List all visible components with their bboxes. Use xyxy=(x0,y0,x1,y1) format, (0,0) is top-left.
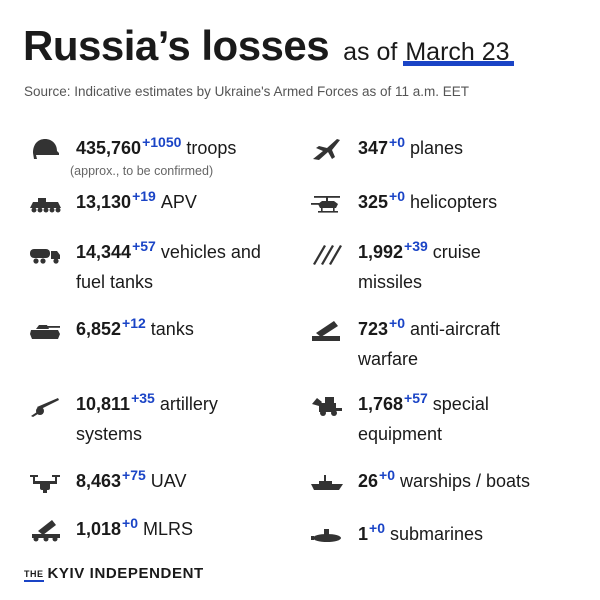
brand-the: THE xyxy=(24,569,44,582)
troops-label: troops xyxy=(186,138,237,158)
item-anti-aircraft xyxy=(310,315,500,374)
planes-value: 347 xyxy=(358,138,389,158)
mlrs-delta: +0 xyxy=(122,515,139,531)
special-equipment-label-line2: equipment xyxy=(358,424,443,444)
page-title: Russia’s losses xyxy=(23,22,330,69)
warships-label: warships / boats xyxy=(400,471,531,491)
artillery-delta: +35 xyxy=(131,390,155,406)
vehicles-label-line2: fuel tanks xyxy=(76,272,154,292)
title-date: March 23 xyxy=(405,38,510,66)
uav-value: 8,463 xyxy=(76,471,122,491)
apv-value: 13,130 xyxy=(76,192,132,212)
planes-delta: +0 xyxy=(389,134,406,150)
mlrs-label: MLRS xyxy=(143,519,194,539)
helicopter-icon xyxy=(310,190,344,216)
warship-icon xyxy=(310,469,344,495)
anti-aircraft-label: anti-aircraft xyxy=(410,319,501,339)
planes-label: planes xyxy=(410,138,464,158)
item-artillery xyxy=(28,390,218,449)
special-equipment-delta: +57 xyxy=(404,390,428,406)
title-row xyxy=(23,22,510,70)
vehicles-value: 14,344 xyxy=(76,242,132,262)
item-tanks xyxy=(28,315,194,345)
mlrs-value: 1,018 xyxy=(76,519,122,539)
warships-value: 26 xyxy=(358,471,379,491)
helicopters-value: 325 xyxy=(358,192,389,212)
item-planes xyxy=(310,134,463,164)
cruise-missiles-label-line2: missiles xyxy=(358,272,423,292)
artillery-value: 10,811 xyxy=(76,394,131,414)
submarines-value: 1 xyxy=(358,524,369,544)
cruise-missiles-delta: +39 xyxy=(404,238,428,254)
item-vehicles xyxy=(28,238,261,297)
fuel-truck-icon xyxy=(28,240,62,266)
tanks-value: 6,852 xyxy=(76,319,122,339)
title-as-of: as of xyxy=(343,38,398,66)
troops-delta: +1050 xyxy=(142,134,182,150)
source-note: Source: Indicative estimates by Ukraine's Armed Forces as of 11 a.m. EET xyxy=(24,84,470,99)
tanks-delta: +12 xyxy=(122,315,146,331)
submarines-label: submarines xyxy=(389,524,484,544)
mlrs-icon xyxy=(28,517,62,543)
artillery-icon xyxy=(28,392,62,418)
item-mlrs xyxy=(28,515,193,545)
helmet-icon xyxy=(28,136,62,162)
special-equipment-label: special xyxy=(432,394,489,414)
tank-icon xyxy=(28,317,62,343)
plane-icon xyxy=(310,136,344,162)
helicopters-delta: +0 xyxy=(389,188,406,204)
artillery-label: artillery xyxy=(159,394,218,414)
anti-aircraft-value: 723 xyxy=(358,319,389,339)
anti-aircraft-label-line2: warfare xyxy=(358,349,419,369)
uav-delta: +75 xyxy=(122,467,146,483)
submarine-icon xyxy=(310,522,344,548)
apv-icon xyxy=(28,190,62,216)
anti-aircraft-delta: +0 xyxy=(389,315,406,331)
item-apv xyxy=(28,188,197,218)
warships-delta: +0 xyxy=(379,467,395,483)
helicopters-label: helicopters xyxy=(410,192,498,212)
apv-delta: +19 xyxy=(132,188,156,204)
item-troops xyxy=(28,134,236,178)
submarines-delta: +0 xyxy=(369,520,385,536)
vehicles-delta: +57 xyxy=(132,238,156,254)
item-helicopters xyxy=(310,188,497,218)
troops-note: (approx., to be confirmed) xyxy=(70,164,214,178)
vehicles-label: vehicles and xyxy=(160,242,261,262)
item-submarines xyxy=(310,520,483,550)
item-warships xyxy=(310,467,530,497)
missiles-icon xyxy=(310,240,344,266)
troops-value: 435,760 xyxy=(76,138,142,158)
cruise-missiles-value: 1,992 xyxy=(358,242,404,262)
tanks-label: tanks xyxy=(150,319,194,339)
uav-label: UAV xyxy=(150,471,187,491)
item-uav xyxy=(28,467,186,497)
apv-label: APV xyxy=(160,192,197,212)
special-equipment-value: 1,768 xyxy=(358,394,404,414)
cruise-missiles-label: cruise xyxy=(432,242,481,262)
item-cruise-missiles xyxy=(310,238,481,297)
anti-aircraft-icon xyxy=(310,317,344,343)
brand-name: KYIV INDEPENDENT xyxy=(47,565,204,582)
artillery-label-line2: systems xyxy=(76,424,143,444)
special-equipment-icon xyxy=(310,392,344,418)
brand-logo xyxy=(24,566,204,582)
item-special-equipment xyxy=(310,390,489,449)
drone-icon xyxy=(28,469,62,495)
